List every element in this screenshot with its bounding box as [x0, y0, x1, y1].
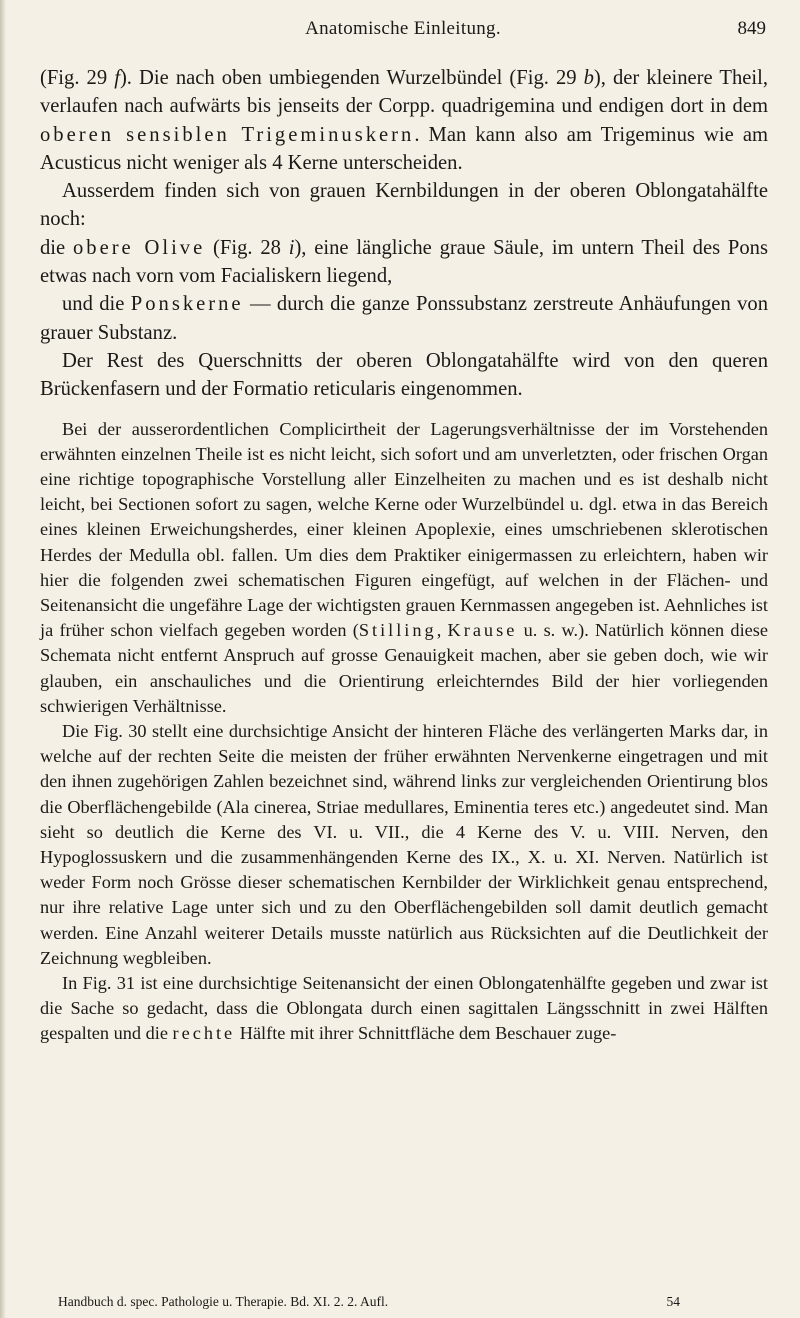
spaced-term: Ponskerne	[130, 293, 244, 316]
main-text-section	[40, 64, 768, 404]
text-span: . Man kann also am Trigeminus wie am Acusticus nicht weniger als 4 Kerne unterscheiden.	[40, 123, 768, 174]
text-span: ), eine längliche graue Säule, im untern Theil des Pons etwas nach vorn vom Facialiskern liegend,	[40, 236, 768, 288]
paragraph-5: Der Rest des Querschnitts der oberen Oblongatahälfte wird von den queren Brückenfasern und der Formatio reticularis eingenommen.	[40, 349, 768, 401]
text-span: Hälfte mit ihrer Schnittfläche dem Beschauer zuge-	[235, 1023, 617, 1044]
paragraph-1	[40, 64, 768, 177]
paragraph-3	[40, 234, 768, 291]
text-span: Bei der ausserordentlichen Complicirtheit der Lagerungsverhältnisse der im Vorstehenden erwähnten einzelnen Theile ist es nicht leicht, sich sofort und am unverletzten, oder frischen Organ eine richtige topographische Vorstellung aller Einzelheiten zu machen und es ist deshalb nicht leicht, bei Sectionen sofort zu sagen, welche Kerne oder Wurzelbündel u. dgl. etwa in das Bereich eines kleinen Erweichungsherdes, einer kleinen Apoplexie, eines umschriebenen sklerotischen Herdes der Medulla obl. fallen. Um dies dem Praktiker einigermassen zu erleichtern, haben wir hier die folgenden zwei schematischen Figuren eingefügt, auf welchen in der Flächen- und Seitenansicht die ungefähre Lage der wichtigsten grauen Kernmassen angegeben ist. Aehnliches ist ja früher schon vielfach gegeben worden (	[40, 418, 768, 641]
page-header	[40, 18, 766, 48]
spaced-name: Stilling	[358, 620, 437, 641]
running-title: Anatomische Einleitung.	[305, 18, 501, 39]
signature-mark: 54	[666, 1294, 680, 1309]
body-text	[40, 64, 768, 1047]
page-edge-shadow	[0, 0, 6, 1318]
spaced-term: obere Olive	[72, 236, 206, 259]
figure-letter: i	[288, 236, 295, 259]
paragraph-2: Ausserdem finden sich von grauen Kernbildungen in der oberen Oblongatahälfte noch:	[40, 180, 768, 231]
text-span: und die	[62, 293, 131, 316]
paragraph-8	[40, 971, 768, 1047]
footer-citation: Handbuch d. spec. Pathologie u. Therapie. Bd. XI. 2. 2. Aufl.	[58, 1294, 389, 1309]
figure-letter: b	[583, 67, 594, 89]
text-span: ), der kleinere Theil, verlaufen nach aufwärts bis jenseits der Corpp. quadrigemina und endigen dort in dem	[40, 67, 768, 118]
text-span: die	[40, 236, 73, 259]
spaced-term: rechte	[172, 1023, 236, 1044]
paragraph-6	[40, 417, 768, 719]
paragraph-4	[40, 290, 768, 347]
spaced-name: Krause	[447, 620, 518, 641]
page-number: 849	[737, 18, 766, 39]
text-span: ,	[436, 620, 448, 641]
small-print-section	[40, 417, 768, 1047]
text-span: (Fig. 29	[40, 67, 115, 89]
paragraph-7: Die Fig. 30 stellt eine durchsichtige Ansicht der hinteren Fläche des verlängerten Marks dar, in welche auf der rechten Seite die meisten der früher erwähnten Nervenkerne eingetragen und mit den ihnen zugehörigen Zahlen bezeichnet sind, während links zur vergleichenden Orientirung blos die Oberflächengebilde (Ala cinerea, Striae medullares, Eminentia teres etc.) angedeutet sind. Man sieht so deutlich die Kerne des VI. u. VII., die 4 Kerne des V. u. VIII. Nerven, den Hypoglossuskern und die zusammenhängenden Kerne des IX., X. u. XI. Nerven. Natürlich ist weder Form noch Grösse dieser schematischen Kernbilder der Wirklichkeit genau entsprechend, nur ihre relative Lage unter sich und zu den Oberflächengebilden soll damit deutlich gemacht werden. Eine Anzahl weiterer Details musste natürlich aus Rücksichten auf die Deutlichkeit der Zeichnung wegbleiben.	[40, 721, 768, 968]
page-footer	[58, 1294, 754, 1314]
text-span: ). Die nach oben umbiegenden Wurzelbündel (Fig. 29	[119, 67, 584, 89]
text-span: — durch die ganze Ponssubstanz zerstreute Anhäufungen von grauer Substanz.	[40, 293, 768, 344]
figure-letter: f	[114, 67, 120, 89]
spaced-term: oberen sensiblen Trigeminuskern	[40, 123, 415, 146]
text-span: u. s. w.). Natürlich können diese Schemata nicht entfernt Anspruch auf grosse Genauigkeit machen, aber sie geben doch, wie wir glauben, ein anschauliches und die Orientirung erleichterndes Bild der hier vorliegenden schwierigen Verhältnisse.	[40, 620, 768, 716]
text-span: (Fig. 28	[205, 236, 289, 259]
text-span: In Fig. 31 ist eine durchsichtige Seitenansicht der einen Oblongatenhälfte gegeben und zwar ist die Sache so gedacht, dass die Oblongata durch einen sagittalen Längsschnitt in zwei Hälften gespalten und die	[40, 973, 768, 1044]
